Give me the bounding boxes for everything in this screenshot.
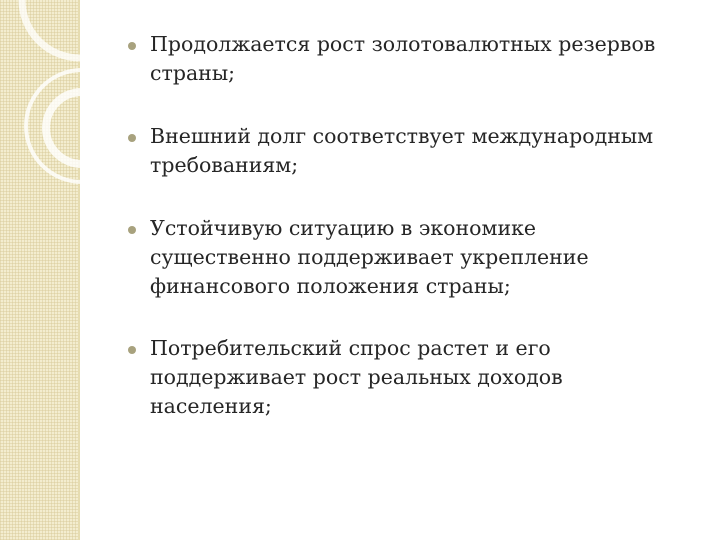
bullet-item [128,214,708,301]
bullet-text-line: населения; [150,394,272,418]
bullet-text-line: существенно поддерживает укрепление [150,245,589,269]
decorative-circles [0,0,120,200]
bullet-item [128,334,708,421]
bullet-dot-icon [128,226,136,234]
bullet-text-line: Внешний долг соответствует международным [150,124,654,148]
bullet-item [128,122,708,180]
bullet-text-line: финансового положения страны; [150,274,511,298]
bullet-text-line: Потребительский спрос растет и его [150,336,551,360]
bullet-item [128,30,708,88]
bullet-text-line: Продолжается рост золотовалютных резервов [150,32,656,56]
bullet-dot-icon [128,346,136,354]
bullet-list [128,30,708,421]
bullet-dot-icon [128,42,136,50]
deco-circle-top [22,0,120,58]
bullet-dot-icon [128,134,136,142]
deco-circle-inner [46,92,118,164]
bullet-text-line: требованиям; [150,153,299,177]
bullet-text-line: поддерживает рост реальных доходов [150,365,563,389]
bullet-text-line: Устойчивую ситуацию в экономике [150,216,537,240]
bullet-text-line: страны; [150,61,236,85]
